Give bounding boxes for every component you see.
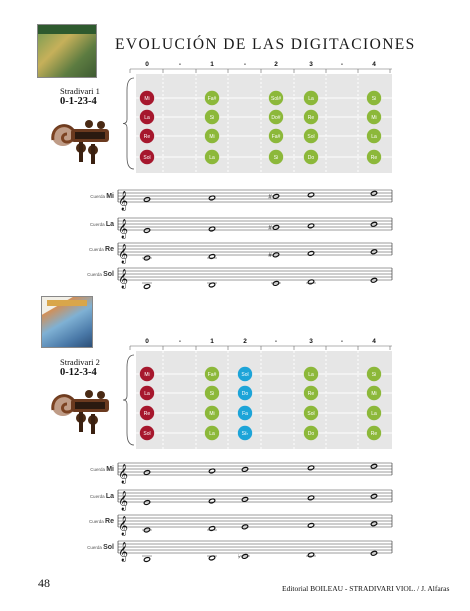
staff-note [308,251,315,256]
staff-note [144,470,151,475]
note-label: Si♭ [241,431,249,437]
section-2 [87,338,392,562]
page-title: EVOLUCIÓN DE LAS DIGITACIONES [115,36,416,53]
staff-note [144,500,151,505]
column-header: - [274,338,278,345]
note-label: La [308,96,314,102]
staff [90,463,392,484]
staff [89,243,392,264]
note-label: La [371,134,377,140]
treble-clef: 𝄞 [118,219,129,238]
column-header: 4 [372,338,376,345]
staff [89,515,392,536]
staff-note [371,222,378,227]
column-header: 3 [309,61,313,68]
note-label: Mi [144,372,150,378]
string-bracket [123,78,134,169]
column-header: 2 [243,338,247,345]
section-1-name: Stradivari 1 [60,86,100,96]
note-label: Fa# [271,134,281,140]
staff-note [273,225,280,230]
note-label: La [371,411,377,417]
column-header: 3 [309,338,313,345]
fingerboard-panel [136,351,392,449]
treble-clef: 𝄞 [118,269,129,288]
note-label: Mi [371,115,377,121]
note-label: Do# [271,115,281,121]
staff-label: Cuerda Re [89,246,114,253]
treble-clef: 𝄞 [118,464,129,483]
staff-note [144,197,151,202]
staff-note [242,554,249,559]
note-label: Sol [241,372,249,378]
note-label: Sol [143,155,151,161]
staff-note [144,557,151,562]
staff-label: Cuerda Sol [87,271,114,278]
section-1-fingering: 0-1-23-4 [60,96,97,107]
staff [87,268,392,289]
string-bracket [123,355,134,445]
staff-label: Cuerda Sol [87,544,114,551]
column-header: - [243,61,247,68]
treble-clef: 𝄞 [118,191,129,210]
note-label: Si [209,115,215,121]
column-header: - [340,338,344,345]
note-label: Do [307,155,315,161]
footer-credit: Editorial BOILEAU - STRADIVARI VIOL. / J. Alfaras [282,584,450,593]
column-header: 2 [274,61,278,68]
staff-accidental: ♭ [237,554,241,561]
fingerboard-panel [136,74,392,173]
staff-note [371,494,378,499]
note-label: La [308,372,314,378]
note-label: Re [307,115,315,121]
note-label: Re [370,431,378,437]
page-number: 48 [38,576,50,590]
note-label: Re [143,411,151,417]
note-label: Do [307,431,315,437]
staff-note [144,228,151,233]
column-header: 0 [145,338,149,345]
column-header: 1 [210,61,214,68]
staff-label: Cuerda Re [89,518,114,525]
note-label: Si [209,391,215,397]
staff-note [371,191,378,196]
staff [90,490,392,511]
note-label: Sol# [270,96,282,102]
note-label: Si [371,96,377,102]
column-header: - [340,61,344,68]
treble-clef: 𝄞 [118,244,129,263]
column-header: - [178,338,182,345]
staff-note [371,551,378,556]
staff-note [308,523,315,528]
note-label: Si [371,372,377,378]
staff-label: Cuerda La [89,493,114,500]
section-2-fingering: 0-12-3-4 [60,367,97,378]
treble-clef: 𝄞 [118,491,129,510]
note-label: La [144,391,150,397]
staff-note [273,281,280,286]
staff-label: Cuerda Mi [90,193,114,200]
staff-label: Cuerda La [89,221,114,228]
staff [90,218,392,239]
note-label: Sol [307,411,315,417]
note-label: Mi [209,411,215,417]
staff-label: Cuerda Mi [90,466,114,473]
note-label: Re [370,155,378,161]
treble-clef: 𝄞 [118,542,129,561]
staff-note [371,278,378,283]
column-header: 4 [372,61,376,68]
note-label: Si [273,155,279,161]
note-label: Re [307,391,315,397]
note-label: Mi [371,391,377,397]
note-label: Sol [143,431,151,437]
staff-note [371,464,378,469]
staff-note [144,284,151,289]
column-header: - [178,61,182,68]
staff-accidental: # [268,252,272,259]
staff-note [242,467,249,472]
note-label: Re [143,134,151,140]
note-label: Mi [209,134,215,140]
section-1 [87,61,392,289]
note-label: Fa# [207,372,217,378]
column-header: 0 [145,61,149,68]
column-header: 1 [210,338,214,345]
note-label: La [144,115,150,121]
section-2-name: Stradivari 2 [60,357,100,367]
staff [87,541,392,562]
staff-note [209,526,216,531]
note-label: Sol [307,134,315,140]
note-label: Do [241,391,249,397]
staff [90,190,392,211]
staff-note [209,254,216,259]
note-label: Fa [242,411,248,417]
note-label: La [209,431,215,437]
note-label: La [209,155,215,161]
treble-clef: 𝄞 [118,516,129,535]
note-label: Fa# [207,96,217,102]
note-label: Mi [144,96,150,102]
staff-note [273,194,280,199]
staff-note [242,497,249,502]
staff-accidental: # [268,194,272,201]
staff-accidental: # [268,225,272,232]
